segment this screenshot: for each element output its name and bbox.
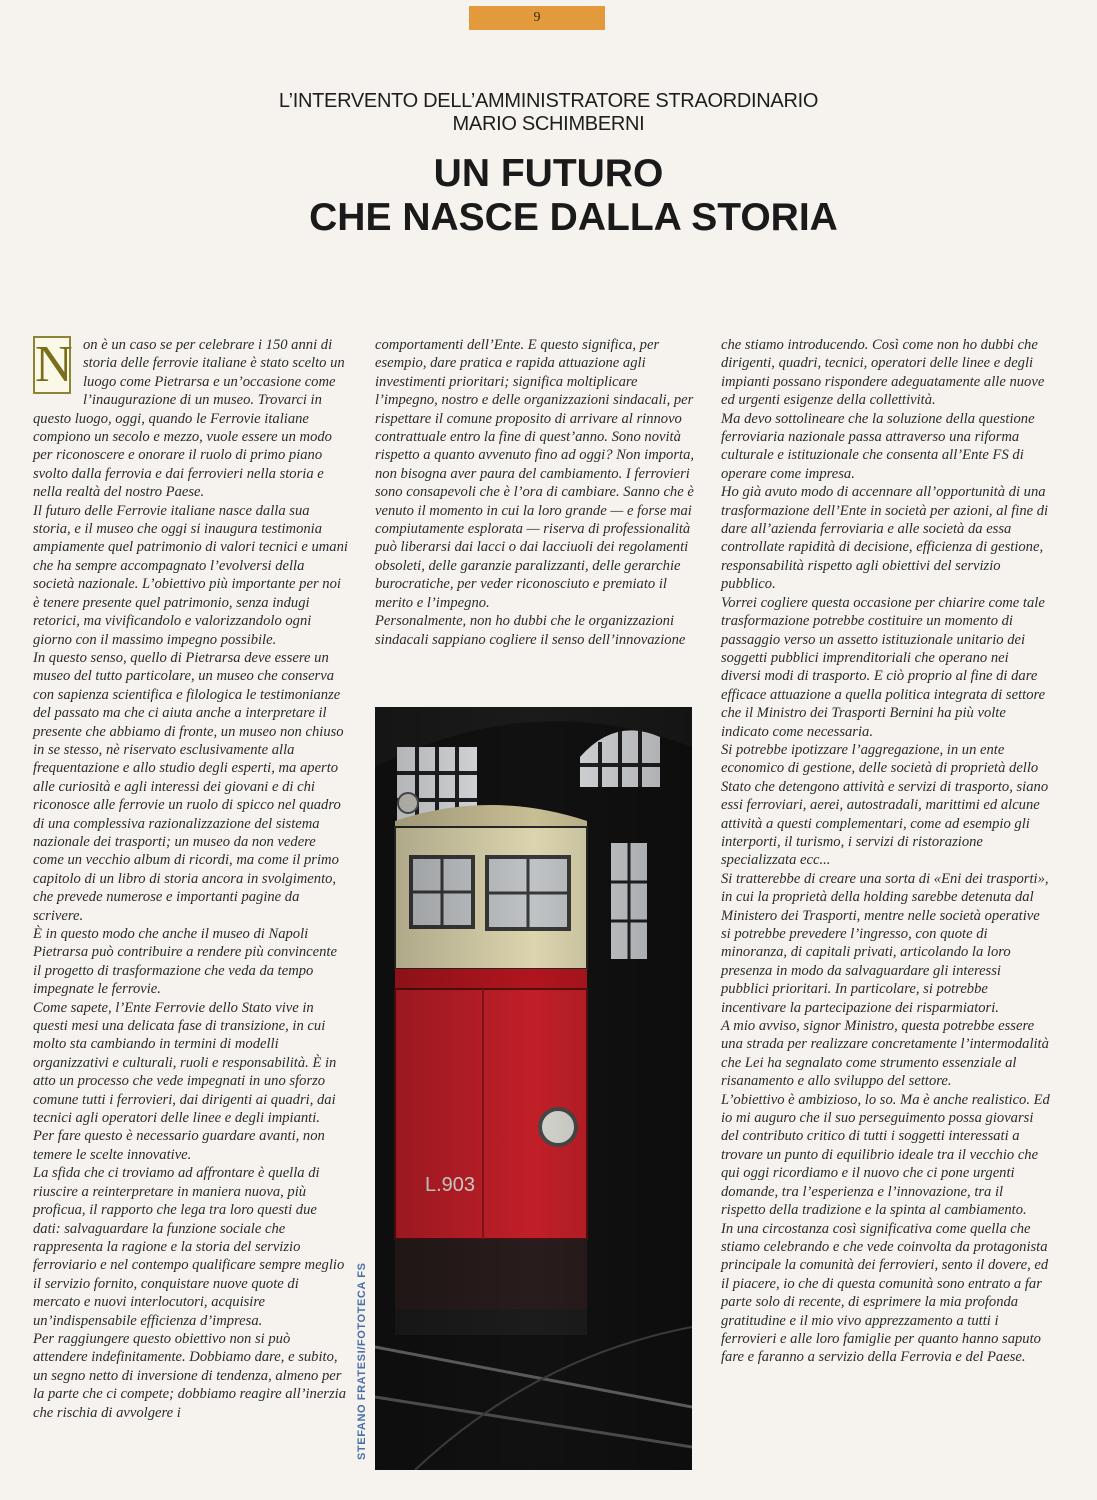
paragraph: on è un caso se per celebrare i 150 anni di storia delle ferrovie italiane è stato scelto un luogo come Pietrarsa e un’occasione come l’inaugurazione di un museo. Trovarci in questo luogo, oggi, quando le Ferrovie italiane compiono un secolo e mezzo, vuole essere un modo per riconoscere e onorare il ruolo di primo piano svolto dalla ferrovia e dai ferrovieri nella storia e nella realtà del nostro Paese. <box>33 337 345 501</box>
article-column-3 <box>721 336 1051 1367</box>
paragraph: Ho già avuto modo di accennare all’opportunità di una trasformazione dell’Ente in società per azioni, al fine di dare all’azienda ferroviaria e alle società da essa controllate rapidità di decisione, efficienza di gestione, responsabilità rispetto agli obiettivi del servizio pubblico. <box>721 484 1049 593</box>
paragraph: Il futuro delle Ferrovie italiane nasce dalla sua storia, e il museo che oggi si inaugura testimonia ampiamente quel patrimonio di valori tecnici e umani che ha sempre accompagnato l’evolversi della società nazionale. L’obiettivo più importante per noi è tenere presente quel patrimonio, senza indugi retorici, ma vivificandolo e valorizzandolo ogni giorno con il massimo impegno possibile. <box>33 502 348 648</box>
page-number: 9 <box>469 6 605 30</box>
locomotive-illustration <box>375 707 692 1470</box>
kicker-line-1: L’INTERVENTO DELL’AMMINISTRATORE STRAORDINARIO <box>278 90 819 112</box>
kicker-line-2: MARIO SCHIMBERNI <box>452 113 645 135</box>
article-kicker <box>0 90 1097 136</box>
paragraph: Si tratterebbe di creare una sorta di «Eni dei trasporti», in cui la proprietà della holding sarebbe detenuta dal Ministero dei Trasporti, mentre nelle società operative si potrebbe prevedere l’ingresso, con quote di minoranza, di capitali privati, articolando la loro presenza in modo da salvaguardare gli interessi pubblici prioritari. In particolare, si potrebbe incentivare la partecipazione dei risparmiatori. <box>721 870 1049 1016</box>
headline-line-1: UN FUTURO <box>433 152 664 195</box>
paragraph: Vorrei cogliere questa occasione per chiarire come tale trasformazione potrebbe costituire un momento di passaggio verso un assetto istituzionale unitario dei soggetti pubblici imprenditoriali che operano nei diversi modi di trasporto. E ciò proprio al fine di dare efficace attuazione a quella politica integrata di settore che il Ministro dei Trasporti Bernini ha più volte indicato come necessaria. <box>721 594 1046 740</box>
locomotive-plate: L.903 <box>425 1174 476 1196</box>
article-column-2 <box>375 336 697 649</box>
paragraph: La sfida che ci troviamo ad affrontare è quella di riuscire a reinterpretare in maniera nuova, più proficua, il rapporto che lega tra loro questi due dati: salvaguardare la funzione sociale che rappresenta la ragione e la storia del servizio ferroviario e nel contempo qualificare sempre meglio il servizio fornito, conquistare nuove quote di mercato e nuovi interlocutori, acquisire un’indispensabile efficienza d’impresa. <box>33 1165 345 1329</box>
paragraph: Si potrebbe ipotizzare l’aggregazione, in un ente economico di gestione, delle società di proprietà dello Stato che detengono attività e servizi di trasporto, siano essi ferroviari, aerei, autostradali, marittimi ed alcune attività a questi complementari, come ad esempio gli interporti, il turismo, i servizi di ristorazione specializzata ecc... <box>721 741 1049 869</box>
paragraph: Per raggiungere questo obiettivo non si può attendere indefinitamente. Dobbiamo dare, e subito, un segno netto di inversione di tendenza, almeno per la parte che ci compete; dobbiamo reagire all’inerzia che rischia di avvolgere i <box>33 1330 347 1421</box>
paragraph: A mio avviso, signor Ministro, questa potrebbe essere una strada per realizzare concretamente l’intermodalità che Lei ha segnalato come strumento essenziale al risanamento e allo sviluppo del settore. <box>721 1018 1049 1090</box>
paragraph: È in questo modo che anche il museo di Napoli Pietrarsa può contribuire a rendere più convincente il progetto di trasformazione che veda da tempo impegnate le ferrovie. <box>33 926 337 998</box>
paragraph: In questo senso, quello di Pietrarsa deve essere un museo del tutto particolare, un museo che conserva con sapienza scientifica e filologica le testimonianze del passato ma che ci aiuta anche a interpretare il presente che abbiamo di fronte, un museo non chiuso in se stesso, nè riservato esclusivamente alla frequentazione e allo studio degli esperti, ma aperto alle curiosità e agli interessi dei giovani e di chi riconosce alle ferrovie un ruolo di spicco nel quadro di una complessiva razionalizzazione del sistema nazionale dei trasporti; un museo da non vedere come un vecchio album di ricordi, ma come il primo capitolo di un libro di storia ancora in svolgimento, che prevede numerose e importanti pagine da scrivere. <box>33 649 344 924</box>
paragraph: comportamenti dell’Ente. E questo significa, per esempio, dare pratica e rapida attuazione agli investimenti prioritari; significa moltiplicare l’impegno, nostro e delle organizzazioni sindacali, per rispettare il comune proposito di arrivare al rinnovo contrattuale entro la fine di quest’anno. Sono novità rispetto a quanto avvenuto fino ad oggi? Non importa, non bisogna aver paura del cambiamento. I ferrovieri sono consapevoli che è l’ora di cambiare. Sanno che è venuto il momento in cui la loro grande — e forse mai compiutamente esplorata — riserva di professionalità può liberarsi dai lacci o dai lacciuoli dei regolamenti obsoleti, delle garanzie paralizzanti, delle gerarchie burocratiche, per veder riconosciuto e premiato il merito e l’impegno. <box>375 337 695 611</box>
photo-credit: STEFANO FRATESI/FOTOTECA FS <box>356 1262 368 1460</box>
drop-cap: N <box>35 336 73 393</box>
article-headline <box>0 152 1097 240</box>
paragraph: Ma devo sottolineare che la soluzione della questione ferroviaria nazionale passa attraverso una riforma culturale e istituzionale che consenta all’Ente FS di operare come impresa. <box>721 410 1035 482</box>
locomotive-photo <box>375 707 692 1470</box>
article-column-1 <box>33 336 348 1422</box>
paragraph: Per fare questo è necessario guardare avanti, non temere le scelte innovative. <box>33 1128 325 1163</box>
paragraph: Come sapete, l’Ente Ferrovie dello Stato vive in questi mesi una delicata fase di transizione, in cui molto sta cambiando in termini di modelli organizzativi e culturali, ruoli e responsabilità. È in atto un processo che vede impegnati in uno sforzo comune tutti i ferrovieri, dai dirigenti ai quadri, dai tecnici agli operatori delle linee e degli impianti. <box>33 999 337 1127</box>
paragraph: che stiamo introducendo. Così come non ho dubbi che dirigenti, quadri, tecnici, operatori delle linee e degli impianti possano rispondere adeguatamente alle nuove ed urgenti esigenze della collettività. <box>721 337 1045 409</box>
paragraph: Personalmente, non ho dubbi che le organizzazioni sindacali sappiano cogliere il senso dell’innovazione <box>375 613 686 648</box>
paragraph: L’obiettivo è ambizioso, lo so. Ma è anche realistico. Ed io mi auguro che il suo perseguimento possa giovarsi del contributo critico di tutti i soggetti interessati a trovare un punto di equilibrio ideale tra il vecchio che qui oggi ricordiamo e il nuovo che ci pone urgenti domande, tra l’esperienza e l’innovazione, tra il rispetto della tradizione e la spinta al cambiamento. <box>721 1091 1050 1219</box>
headline-line-2: CHE NASCE DALLA STORIA <box>309 196 838 239</box>
paragraph: In una circostanza così significativa come quella che stiamo celebrando e che vede coinvolta da protagonista principale la comunità dei ferrovieri, sento il dovere, ed il piacere, io che di questa comunità sono entrato a far parte solo di recente, di esprimere la mia profonda gratitudine e il mio vivo apprezzamento a tutti i ferrovieri e alle loro famiglie per quanto hanno saputo fare e faranno a servizio della Ferrovia e del Paese. <box>721 1220 1049 1366</box>
